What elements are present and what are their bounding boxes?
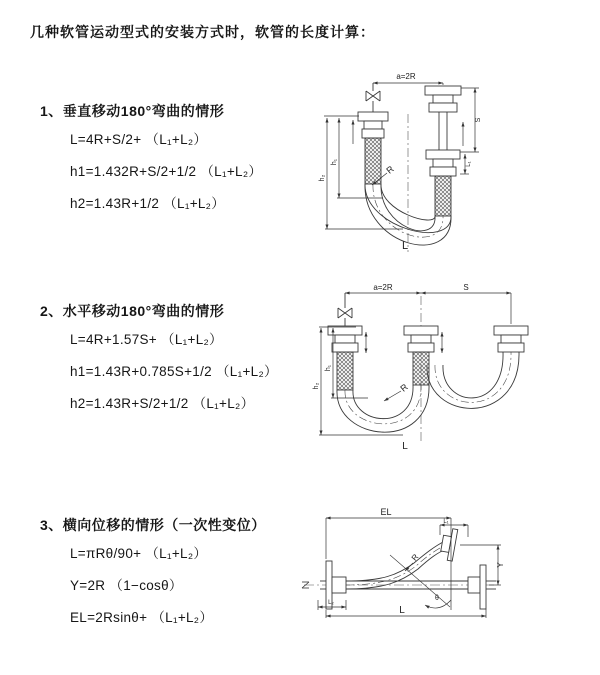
flange-fitting-right [425, 86, 461, 216]
section-vertical-180 [40, 98, 330, 220]
dim-label-length: L [402, 441, 408, 452]
formula-line: L=4R+S/2+ （L₁+L₂） [70, 132, 208, 147]
hose-curved [346, 541, 447, 589]
dim-label-h2: h₂ [319, 174, 326, 182]
hose-curves-position-1 [337, 385, 429, 432]
flange-fitting-right [494, 326, 528, 352]
flange-fitting-middle [404, 326, 438, 385]
dim-label-y: Y [496, 562, 505, 568]
dimension-el [326, 518, 451, 610]
dim-label-span: a=2R [373, 283, 393, 292]
dim-label-length: L [399, 605, 405, 616]
formula-line: h2=1.43R+S/2+1/2 （L₁+L₂） [70, 396, 255, 411]
formula-line: h2=1.43R+1/2 （L₁+L₂） [70, 196, 226, 211]
section-lateral-displacement [40, 512, 330, 634]
hose-curves-position-2 [427, 352, 519, 408]
section-1-heading: 1、垂直移动180°弯曲的情形 [40, 103, 225, 119]
formula-line: EL=2Rsinθ+ （L₁+L₂） [70, 610, 214, 625]
dim-label-l1: L₁ [443, 519, 449, 525]
formula-line: h1=1.432R+S/2+1/2 （L₁+L₂） [70, 164, 263, 179]
dim-label-radius: R [384, 163, 396, 176]
radius-leader [390, 555, 451, 608]
flange-fitting-bottom-right [468, 565, 496, 609]
formula-line: Y=2R （1−cosθ） [70, 578, 183, 593]
dim-label-radius: R [398, 381, 410, 394]
dim-label-l2: L₂ [328, 600, 334, 606]
dim-label-travel: S [475, 117, 482, 123]
valve-icon [366, 83, 380, 112]
page-title: 几种软管运动型式的安装方式时，软管的长度计算： [30, 24, 375, 40]
dimension-span [373, 83, 443, 85]
diagram-horizontal-180 [308, 280, 598, 460]
dim-label-el: EL [380, 507, 392, 517]
dim-label-travel: S [463, 283, 469, 292]
valve-icon [338, 293, 352, 326]
dimension-length [326, 609, 486, 618]
formula-line: h1=1.43R+0.785S+1/2 （L₁+L₂） [70, 364, 278, 379]
formula-line: L=4R+1.57S+ （L₁+L₂） [70, 332, 223, 347]
dim-label-span: a=2R [396, 72, 416, 81]
diagram-vertical-180 [313, 66, 598, 256]
dim-label-length: L [401, 240, 409, 252]
flange-fitting-left [358, 112, 388, 184]
radius-leader [384, 391, 401, 401]
diagram-lateral-displacement [298, 503, 598, 648]
flange-fitting-top-right [439, 527, 457, 561]
dim-label-h1: h₁ [325, 364, 332, 372]
formula-line: L=πRθ/90+ （L₁+L₂） [70, 546, 208, 561]
dim-label-theta: θ [435, 595, 439, 602]
dim-label-fitting: L₁ [466, 161, 472, 167]
section-2-heading: 2、水平移动180°弯曲的情形 [40, 303, 225, 319]
dim-label-radius: R [409, 552, 421, 563]
section-horizontal-180 [40, 298, 330, 420]
dim-label-h1: h₁ [331, 158, 338, 166]
section-3-heading: 3、横向位移的情形（一次性变位） [40, 517, 266, 533]
dim-label-h2: h₂ [313, 382, 320, 390]
